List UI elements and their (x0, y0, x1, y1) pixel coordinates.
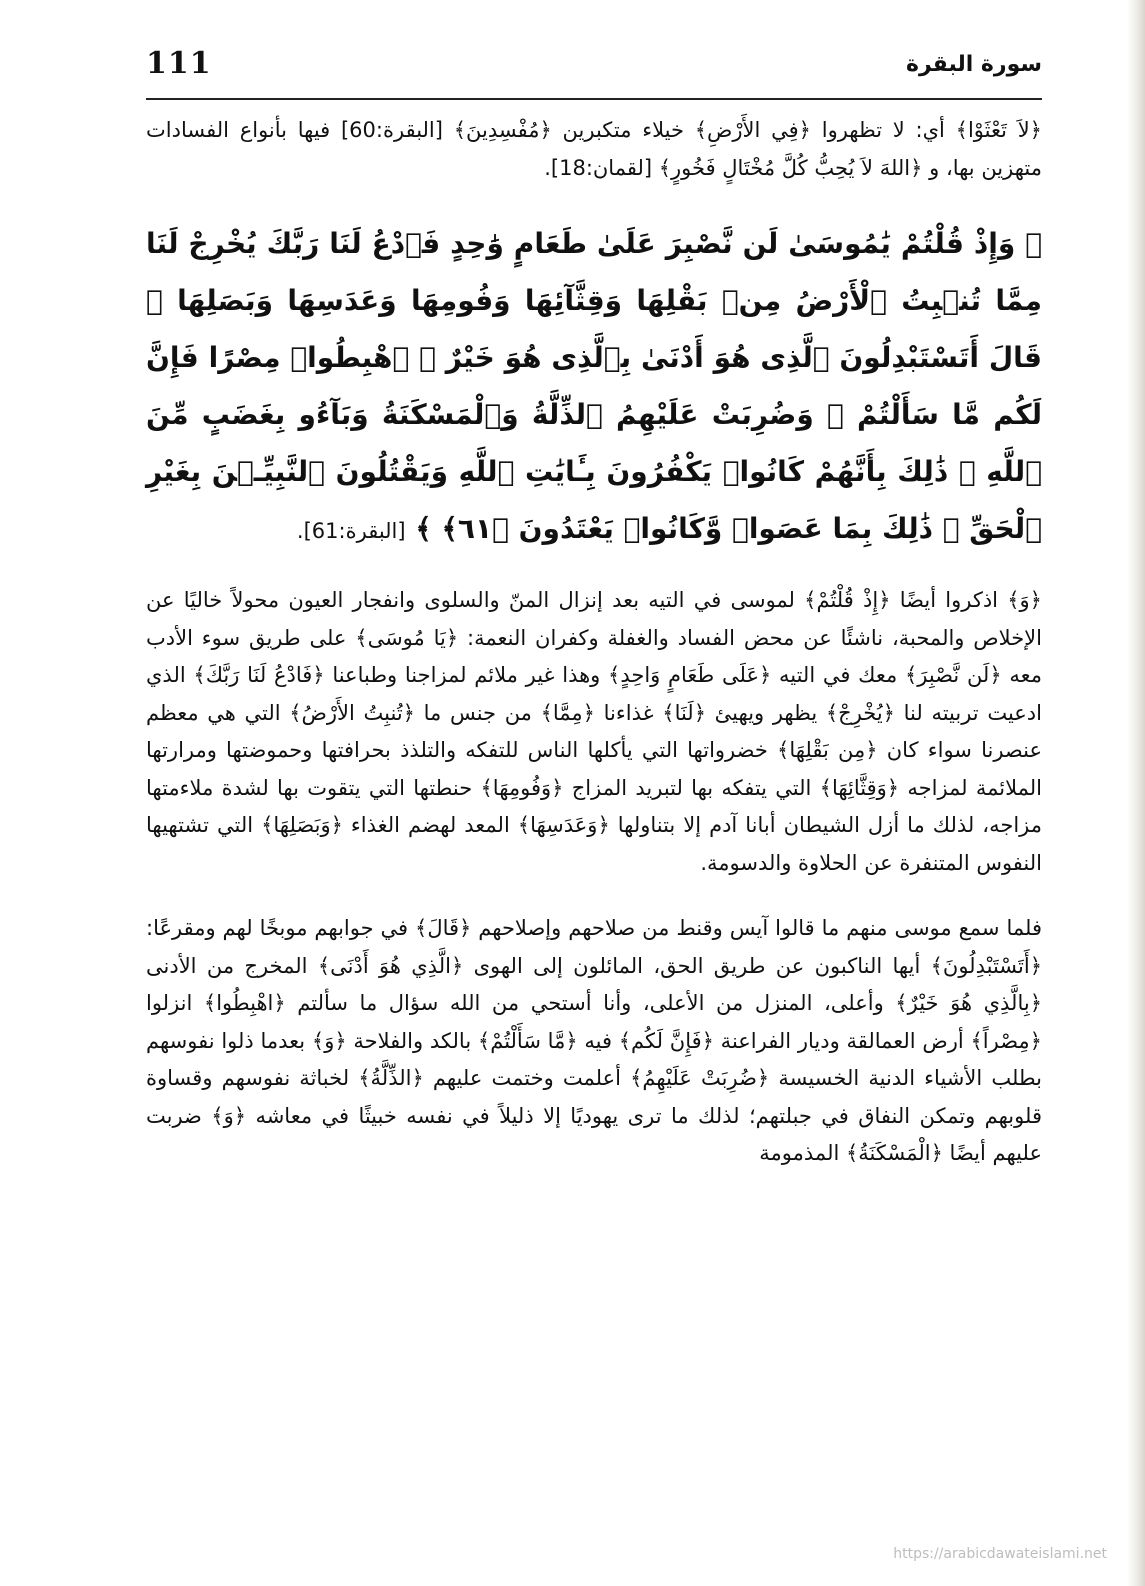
page-number: 111 (146, 46, 212, 81)
page-body (146, 112, 1042, 1201)
verse-reference: [البقرة:61]. (296, 519, 406, 543)
page-edge-shadow (1127, 0, 1145, 1586)
source-watermark: https://arabicdawateislami.net (893, 1546, 1107, 1562)
tafsir-paragraph-2: فلما سمع موسى منهم ما قالوا آيس وقنط من صلاحهم وإصلاحهم ﴿قَالَ﴾ في جوابهم موبخًا لهم ومقرعًا: ﴿أَتَسْتَبْدِلُونَ﴾ أيها الناكبون عن طريق الحق، المائلون إلى الهوى ﴿الَّذِي هُوَ أَدْنَى﴾ المخرج من الأدنى ﴿بِالَّذِي هُوَ خَيْرٌ﴾ وأعلى، المنزل من الأعلى، وأنا أستحي من الله سؤال ما سألتم ﴿اهْبِطُوا﴾ انزلوا ﴿مِصْراً﴾ أرض العمالقة وديار الفراعنة ﴿فَإِنَّ لَكُم﴾ فيه ﴿مَّا سَأَلْتُمْ﴾ بالكد والفلاحة ﴿وَ﴾ بعدما ذلوا نفوسهم بطلب الأشياء الدنية الخسيسة ﴿ضُرِبَتْ عَلَيْهِمُ﴾ أعلمت وختمت عليهم ﴿الذِّلَّةُ﴾ لخباثة نفوسهم وقساوة قلوبهم وتمكن النفاق في جبلتهم؛ لذلك ما ترى يهوديًا إلا ذليلاً في نفسه خبيثًا في معاشه ﴿وَ﴾ ضربت عليهم أيضًا ﴿الْمَسْكَنَةُ﴾ المذمومة (146, 916, 1042, 1165)
verse-text: ﴿ وَإِذْ قُلْتُمْ يَٰمُوسَىٰ لَن نَّصْبِرَ عَلَىٰ طَعَامٍ وَٰحِدٍ فَٱدْعُ لَنَا رَبَّكَ يُخْرِجْ لَنَا مِمَّا تُنۢبِتُ ٱلْأَرْضُ مِنۢ بَقْلِهَا وَقِثَّآئِهَا وَفُومِهَا وَعَدَسِهَا وَبَصَلِهَا ۖ قَالَ أَتَسْتَبْدِلُونَ ٱلَّذِى هُوَ أَدْنَىٰ بِٱلَّذِى هُوَ خَيْرٌ ۚ ٱهْبِطُوا۟ مِصْرًا فَإِنَّ لَكُم مَّا سَأَلْتُمْ ۗ وَضُرِبَتْ عَلَيْهِمُ ٱلذِّلَّةُ وَٱلْمَسْكَنَةُ وَبَآءُو بِغَضَبٍ مِّنَ ٱللَّهِ ۗ ذَٰلِكَ بِأَنَّهُمْ كَانُوا۟ يَكْفُرُونَ بِـَٔايَٰتِ ٱللَّهِ وَيَقْتُلُونَ ٱلنَّبِيِّـۧنَ بِغَيْرِ ٱلْحَقِّ ۗ ذَٰلِكَ بِمَا عَصَوا۟ وَّكَانُوا۟ يَعْتَدُونَ ﴿٦١﴾ ﴾ (146, 227, 1042, 545)
quran-verse (146, 215, 1042, 560)
surah-title: سورة البقرة (905, 52, 1042, 77)
tafsir-paragraph-1: ﴿وَ﴾ اذكروا أيضًا ﴿إِذْ قُلْتُمْ﴾ لموسى في التيه بعد إنزال المنّ والسلوى وانفجار العيون محولاً خاليًا عن الإخلاص والمحبة، ناشئًا عن محض الفساد والغفلة وكفران النعمة: ﴿يَا مُوسَى﴾ على طريق سوء الأدب معه ﴿لَن نَّصْبِرَ﴾ معك في التيه ﴿عَلَى طَعَامٍ وَاحِدٍ﴾ وهذا غير ملائم لمزاجنا وطباعنا ﴿فَادْعُ لَنَا رَبَّكَ﴾ الذي ادعيت تربيته لنا ﴿يُخْرِجْ﴾ يظهر ويهيئ ﴿لَنَا﴾ غذاءنا ﴿مِمَّا﴾ من جنس ما ﴿تُنبِتُ الأَرْضُ﴾ التي هي معظم عنصرنا سواء كان ﴿مِن بَقْلِهَا﴾ خضرواتها التي يأكلها الناس للتفكه والتلذذ بحرافتها وحموضتها ومرارتها الملائمة لمزاجه ﴿وَقِثَّائِهَا﴾ التي يتفكه بها لتبريد المزاج ﴿وَفُومِهَا﴾ حنطتها التي يتقوت بها لشدة ملاءمتها مزاجه، لذلك ما أزل الشيطان أبانا آدم إلا بتناولها ﴿وَعَدَسِهَا﴾ المعد لهضم الغذاء ﴿وَبَصَلِهَا﴾ التي تشتهيها النفوس المتنفرة عن الحلاوة والدسومة. (146, 588, 1042, 875)
page-header (146, 40, 1042, 100)
commentary-intro: ﴿لاَ تَعْثَوْا﴾ أي: لا تظهروا ﴿فِي الأَرْضِ﴾ خيلاء متكبرين ﴿مُفْسِدِينَ﴾ [البقرة:60] فيها بأنواع الفسادات متهزين بها، و ﴿اللهَ لاَ يُحِبُّ كُلَّ مُخْتَالٍ فَخُورٍ﴾ [لقمان:18]. (146, 118, 1042, 180)
